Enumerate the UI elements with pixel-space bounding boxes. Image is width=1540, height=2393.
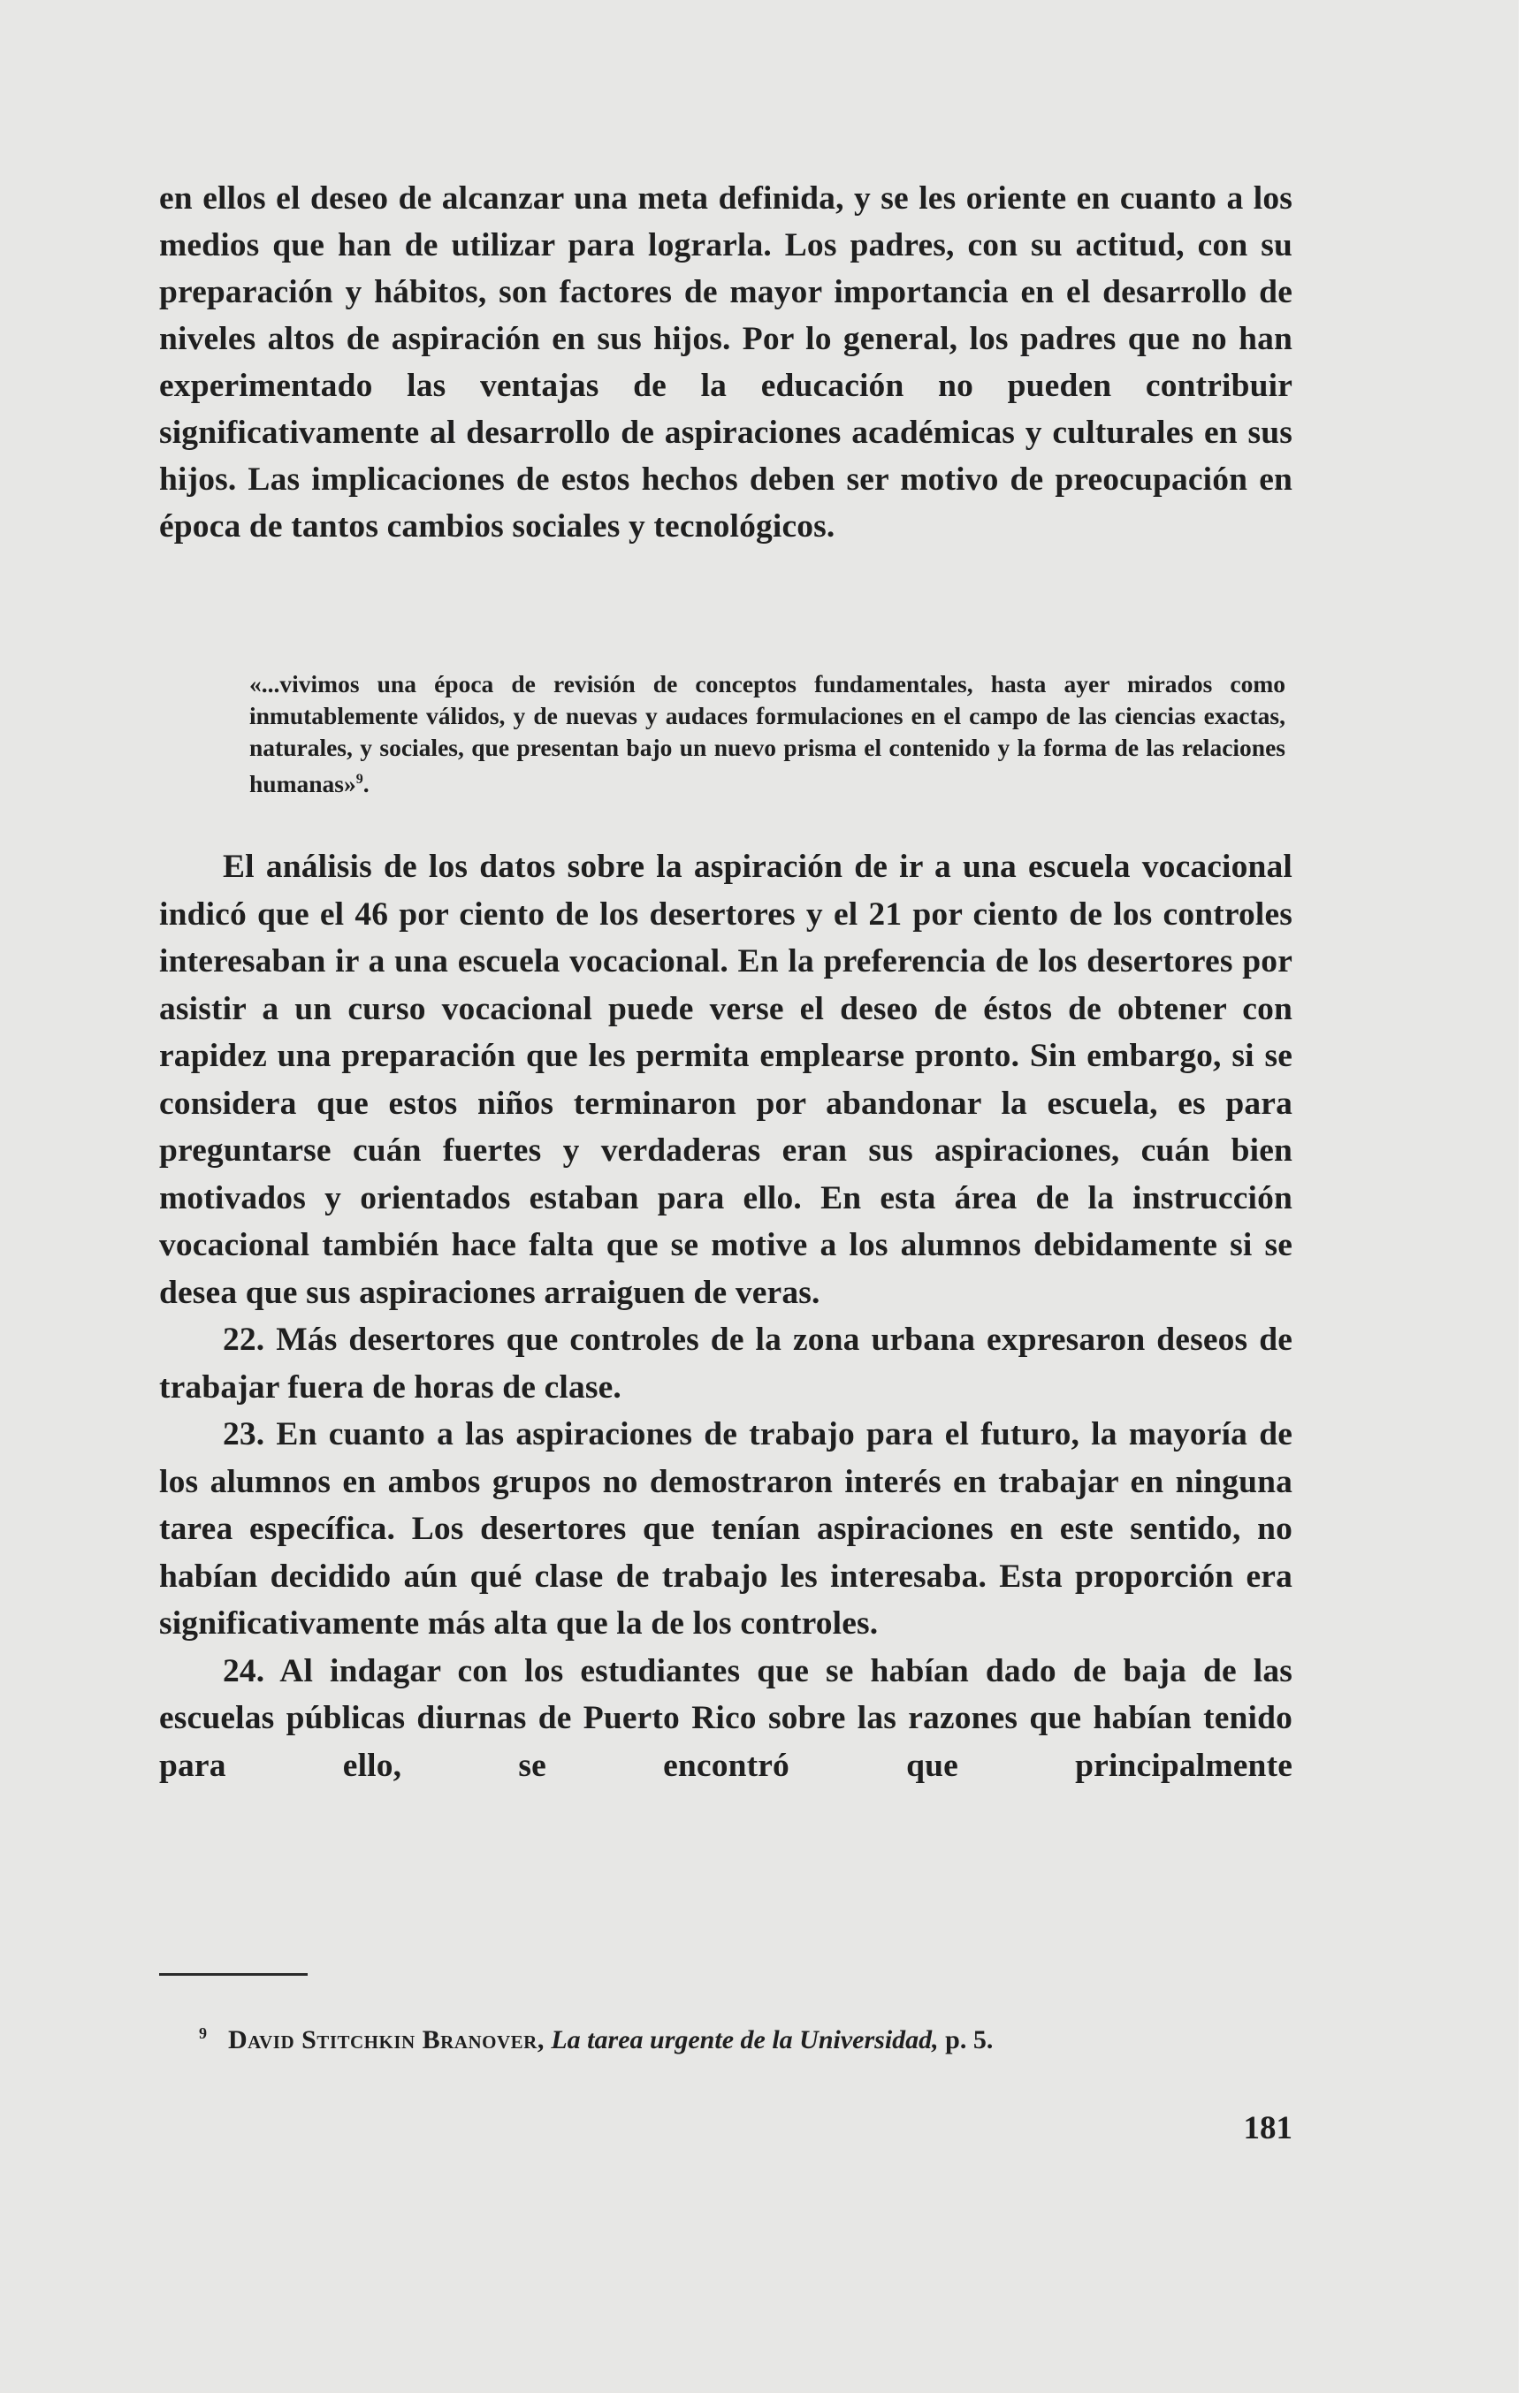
quote-footnote-ref: 9 [355,772,363,787]
footnote-page: p. 5. [945,2025,994,2054]
footnote-mark: 9 [199,2024,207,2042]
footnote-divider [159,1973,308,1976]
top-paragraph: en ellos el deseo de alcanzar una meta definida, y se les oriente en cuanto a los medios que han de utilizar para lograrla. Los padres, con su actitud, con su preparación y hábitos, son factores de mayor importancia en el desarrollo de niveles altos de aspiración en sus hijos. Por lo general, los padres que no han experimentado las ventajas de la educación no pueden contribuir significativamente al desarrollo de aspiraciones académicas y culturales en sus hijos. Las implicaciones de estos hechos deben ser motivo de preocupación en época de tantos cambios sociales y tecnológicos. [159,180,1292,545]
paragraph-24: 24. Al indagar con los estudiantes que se habían dado de baja de las escuelas públicas diurnas de Puerto Rico sobre las razones que habían tenido para ello, se encontró que principalmente [159,1652,1292,1784]
paragraph-22: 22. Más desertores que controles de la zona urbana expresaron deseos de trabajar fuera de horas de clase. [159,1322,1292,1406]
top-paragraph-block [159,175,1292,550]
quote-text: «...vivimos una época de revisión de conceptos fundamentales, hasta ayer mirados como inmutablemente válidos, y de nuevas y audaces formulaciones en el campo de las ciencias exactas, naturales, y sociales, que presentan bajo un nuevo prisma el contenido y la forma de las relaciones humanas» [249,670,1285,798]
page-number: 181 [1243,2110,1292,2146]
paragraph-vocational: El análisis de los datos sobre la aspiración de ir a una escuela vocacional indicó que el 46 por ciento de los desertores y el 21 por ciento de los controles interesaban ir a una escuela vocacional. En la preferencia de los desertores por asistir a un curso vocacional puede verse el deseo de éstos de obtener con rapidez una preparación que les permita emplearse pronto. Sin embargo, si se considera que estos niños terminaron por abandonar la escuela, es para preguntarse cuán fuertes y verdaderas eran sus aspiraciones, cuán bien motivados y orientados estaban para ello. En esta área de la instrucción vocacional también hace falta que se motive a los alumnos debidamente si se desea que sus aspiraciones arraiguen de veras. [159,849,1292,1311]
footnote-author: David Stitchkin Branover, [228,2025,545,2054]
main-text-block [159,843,1292,1789]
page-edge [1519,0,1540,2393]
footnote [199,2016,1295,2058]
paragraph-23: 23. En cuanto a las aspiraciones de trabajo para el futuro, la mayoría de los alumnos en ambos grupos no demostraron interés en trabajar en ninguna tarea específica. Los desertores que tenían aspiraciones en este sentido, no habían decidido aún qué clase de trabajo les interesaba. Esta proporción era significativamente más alta que la de los controles. [159,1416,1292,1642]
quote-paragraph: «...vivimos una época de revisión de conceptos fundamentales, hasta ayer mirados como inmutablemente válidos, y de nuevas y audaces formulaciones en el campo de las ciencias exactas, naturales, y sociales, que presentan bajo un nuevo prisma el contenido y la forma de las relaciones humanas»$^9$. [249,670,1285,798]
footnote-title: La tarea urgente de la Universidad, [551,2025,939,2054]
block-quote [249,668,1285,800]
